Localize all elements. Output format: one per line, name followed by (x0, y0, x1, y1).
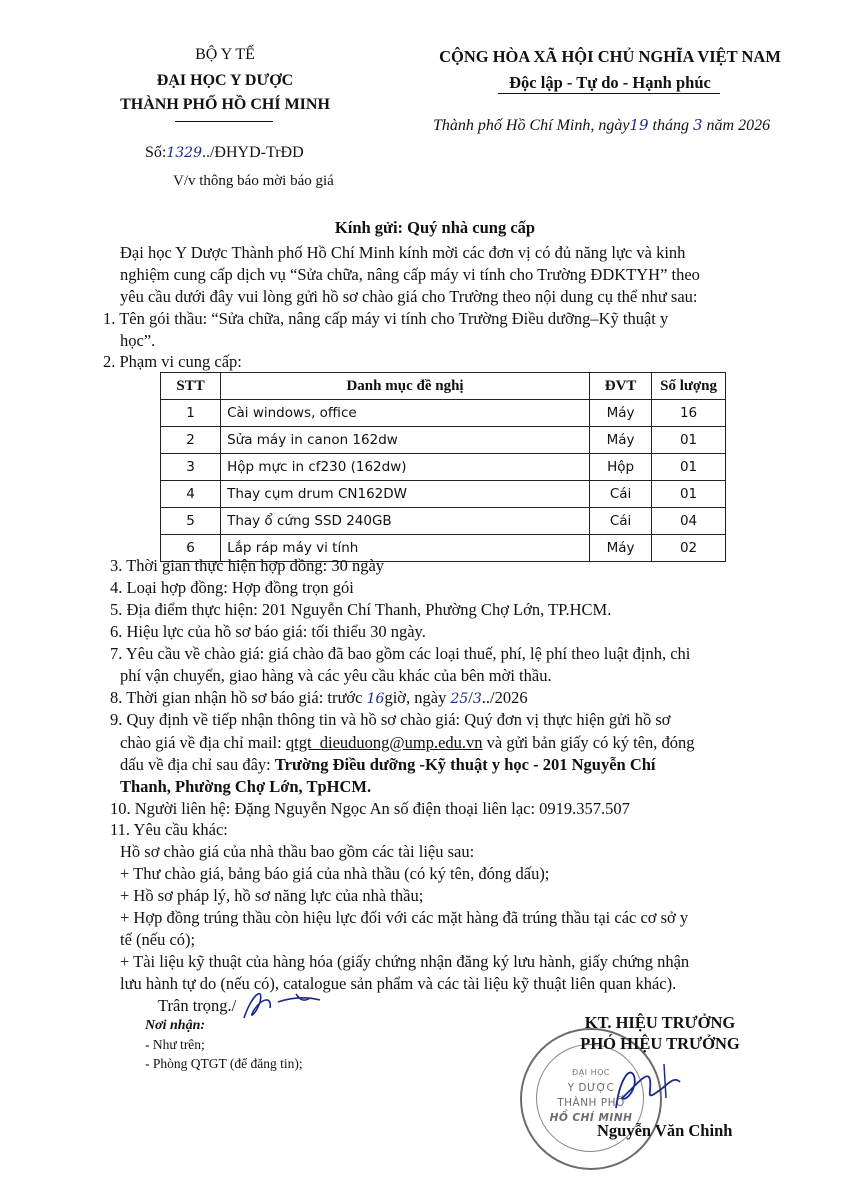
item-8-mid: giờ, ngày (384, 688, 447, 707)
cell-item: Lắp ráp máy vi tính (221, 535, 590, 562)
item-8-month: 3 (472, 691, 482, 707)
signature-title-1: KT. HIỆU TRƯỞNG (584, 1013, 736, 1032)
motto: Độc lập - Tự do - Hạnh phúc (509, 73, 711, 92)
motto-underline (498, 93, 720, 94)
cell-item: Sửa máy in canon 162dw (221, 427, 590, 454)
doc-no-suffix: ../ĐHYD-TrĐD (201, 144, 304, 161)
cell-item: Cài windows, office (221, 400, 590, 427)
cell-qty: 16 (652, 400, 726, 427)
closing: Trân trọng./ (158, 996, 237, 1015)
cell-unit: Máy (590, 427, 652, 454)
ministry-name: BỘ Y TẾ (195, 46, 255, 63)
item-9-line-2 (120, 733, 695, 753)
item-9-line-4: Thanh, Phường Chợ Lớn, TpHCM. (120, 777, 372, 796)
intro-line-3: yêu cầu dưới đây vui lòng gửi hồ sơ chào giá cho Trường theo nội dung cụ thể như sau: (120, 287, 698, 306)
stamp-text-3: THÀNH PHỐ (557, 1097, 625, 1109)
item-5: 5. Địa điểm thực hiện: 201 Nguyễn Chí Thanh, Phường Chợ Lớn, TP.HCM. (110, 600, 612, 619)
date-year: năm 2026 (706, 117, 771, 134)
signature-title-2: PHÓ HIỆU TRƯỞNG (580, 1034, 740, 1053)
cell-stt: 1 (161, 400, 221, 427)
item-6: 6. Hiệu lực của hồ sơ báo giá: tối thiểu 30 ngày. (110, 622, 426, 641)
recipients-title: Nơi nhận: (145, 1018, 206, 1033)
table-row (161, 508, 726, 535)
cell-stt: 2 (161, 427, 221, 454)
stamp-text-4: HỒ CHÍ MINH (549, 1112, 633, 1124)
item-2-title: 2. Phạm vi cung cấp: (103, 352, 242, 371)
item-11-line-2: + Thư chào giá, bảng báo giá của nhà thầu (có ký tên, đóng dấu); (120, 864, 550, 883)
cell-qty: 02 (652, 535, 726, 562)
item-11-title: 11. Yêu cầu khác: (110, 820, 228, 839)
document-number (145, 144, 304, 162)
university-name-line2: THÀNH PHỐ HỒ CHÍ MINH (120, 96, 330, 113)
item-11-line-6: + Tài liệu kỹ thuật của hàng hóa (giấy chứng nhận đăng ký lưu hành, giấy chứng nhận (120, 952, 690, 971)
col-stt-header: STT (161, 373, 221, 400)
cell-stt: 6 (161, 535, 221, 562)
cell-unit: Máy (590, 535, 652, 562)
item-3: 3. Thời gian thực hiện hợp đồng: 30 ngày (110, 556, 385, 575)
cell-stt: 5 (161, 508, 221, 535)
item-11-line-4: + Hợp đồng trúng thầu còn hiệu lực đối với các mặt hàng đã trúng thầu tại các cơ sở y (120, 908, 689, 927)
item-9-address-bold: Trường Điều dưỡng -Kỹ thuật y học - 201 Nguyễn Chí (274, 755, 656, 774)
salutation: Kính gửi: Quý nhà cung cấp (334, 218, 536, 237)
university-name-line1: ĐẠI HỌC Y DƯỢC (156, 72, 294, 89)
item-11-line-3: + Hồ sơ pháp lý, hồ sơ năng lực của nhà thầu; (120, 886, 424, 905)
item-9-line-2-suffix: và gửi bản giấy có ký tên, đóng (486, 733, 695, 752)
item-9-line-3-prefix: dấu về địa chỉ sau đây: (120, 755, 271, 774)
recipient-2: - Phòng QTGT (để đăng tin); (145, 1056, 303, 1071)
item-10: 10. Người liên hệ: Đặng Nguyễn Ngọc An số điện thoại liên lạc: 0919.357.507 (110, 799, 630, 818)
col-unit-header: ĐVT (590, 373, 652, 400)
cell-stt: 3 (161, 454, 221, 481)
item-1-line-1: 1. Tên gói thầu: “Sửa chữa, nâng cấp máy vi tính cho Trường Điều dưỡng–Kỹ thuật y (103, 309, 669, 328)
cell-item: Thay cụm drum CN162DW (221, 481, 590, 508)
item-7-line-2: phí vận chuyển, giao hàng và các yêu cầu khác của bên mời thầu. (120, 666, 552, 685)
table-row (161, 454, 726, 481)
stamp-text-1: ĐẠI HỌC (572, 1068, 610, 1077)
item-8-sep: / (468, 688, 473, 707)
stamp-text-2: Y DƯỢC (567, 1082, 615, 1094)
item-9-line-2-prefix: chào giá về địa chỉ mail: (120, 733, 282, 752)
intro-line-2: nghiệm cung cấp dịch vụ “Sửa chữa, nâng cấp máy vi tính cho Trường ĐDKTYH” theo (120, 265, 700, 284)
main-signature (604, 1058, 694, 1118)
cell-stt: 4 (161, 481, 221, 508)
table-row (161, 400, 726, 427)
table-row (161, 481, 726, 508)
cell-qty: 01 (652, 481, 726, 508)
item-8 (110, 688, 528, 708)
republic-title: CỘNG HÒA XÃ HỘI CHỦ NGHĨA VIỆT NAM (439, 47, 781, 66)
table-row (161, 427, 726, 454)
item-1-line-2: học”. (120, 331, 156, 350)
signer-name: Nguyễn Văn Chinh (597, 1121, 733, 1140)
col-qty-header: Số lượng (652, 373, 726, 400)
item-8-suffix: ../2026 (481, 688, 528, 707)
contact-email-link[interactable]: qtgt_dieuduong@ump.edu.vn (285, 733, 483, 752)
cell-item: Hộp mực in cf230 (162dw) (221, 454, 590, 481)
date-month: 3 (693, 116, 703, 134)
item-8-hour: 16 (366, 691, 385, 707)
cell-qty: 04 (652, 508, 726, 535)
item-8-prefix: 8. Thời gian nhận hồ sơ báo giá: trước (110, 688, 363, 707)
cell-unit: Cái (590, 508, 652, 535)
item-9-line-3 (120, 755, 656, 775)
doc-no-prefix: Số: (145, 144, 167, 161)
doc-no-handwritten: 1329 (166, 145, 202, 161)
cell-qty: 01 (652, 427, 726, 454)
initial-signature (238, 980, 338, 1025)
item-11-line-1: Hồ sơ chào giá của nhà thầu bao gồm các tài liệu sau: (120, 842, 475, 861)
document-subject: V/v thông báo mời báo giá (173, 173, 334, 189)
intro-line-1: Đại học Y Dược Thành phố Hồ Chí Minh kính mời các đơn vị có đủ năng lực và kinh (120, 243, 686, 262)
document-date (433, 116, 770, 135)
cell-qty: 01 (652, 454, 726, 481)
date-day: 19 (629, 116, 649, 134)
date-prefix: Thành phố Hồ Chí Minh, ngày (433, 117, 630, 134)
scope-table (160, 372, 726, 562)
item-11-line-7: lưu hành tự do (nếu có), catalogue sản phẩm và các tài liệu kỹ thuật liên quan khác). (120, 974, 677, 993)
item-4: 4. Loại hợp đồng: Hợp đồng trọn gói (110, 578, 354, 597)
col-item-header: Danh mục đề nghị (221, 373, 590, 400)
item-7-line-1: 7. Yêu cầu về chào giá: giá chào đã bao gồm các loại thuế, phí, lệ phí theo luật định, chi (110, 644, 691, 663)
cell-unit: Máy (590, 400, 652, 427)
table-header-row (161, 373, 726, 400)
recipient-1: - Như trên; (145, 1037, 205, 1052)
item-11-line-5: tế (nếu có); (120, 930, 196, 949)
item-9-line-1: 9. Quy định về tiếp nhận thông tin và hồ sơ chào giá: Quý đơn vị thực hiện gửi hồ sơ (110, 710, 671, 729)
header-left-underline (175, 121, 273, 122)
cell-item: Thay ổ cứng SSD 240GB (221, 508, 590, 535)
item-8-day: 25 (450, 691, 469, 707)
cell-unit: Hộp (590, 454, 652, 481)
date-month-label: tháng (652, 117, 689, 134)
cell-unit: Cái (590, 481, 652, 508)
